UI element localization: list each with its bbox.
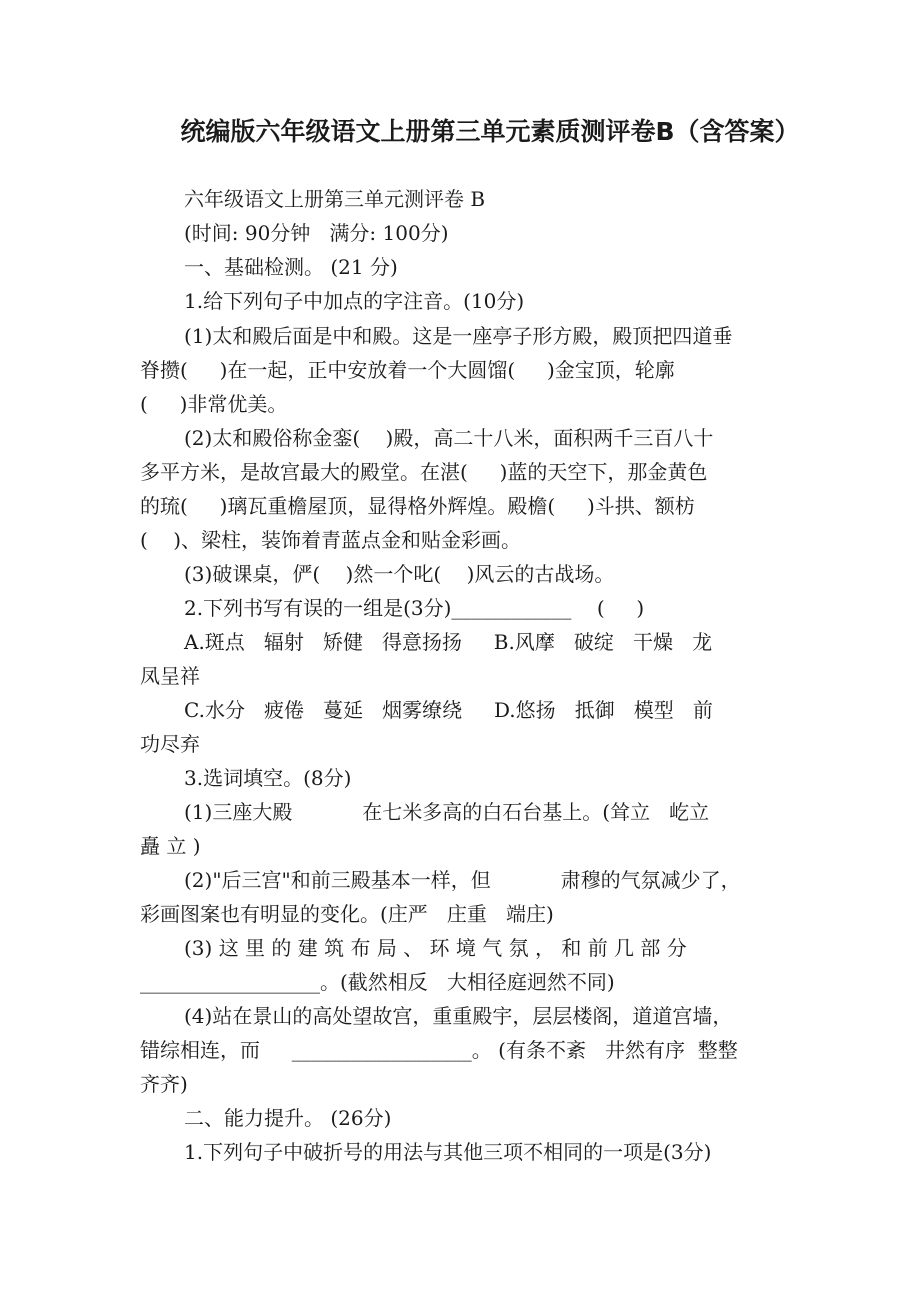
question-text: 1.下列句子中破折号的用法与其他三项不相同的一项是(3分) — [184, 1140, 712, 1164]
question-text: (3) 这 里 的 建 筑 布 局 、 环 境 气 氛 ， 和 前 几 部 分 — [184, 936, 687, 960]
question-text: 脊攒( )在一起，正中安放着一个大圆馏( )金宝顶，轮廓 — [140, 358, 675, 382]
question-text: 2.下列书写有误的一组是(3分)____________ ( ) — [184, 596, 645, 620]
question-text: (4)站在景山的高处望故宫，重重殿宇，层层楼阁，道道宫墙， — [184, 1004, 733, 1028]
question-text: 多平方米，是故宫最大的殿堂。在湛( )蓝的天空下，那金黄色 — [140, 460, 708, 484]
question-text: ( )、梁柱，装饰着青蓝点金和贴金彩画。 — [140, 528, 522, 552]
option-line: 功尽弃 — [140, 732, 200, 756]
question-text: (3)破课桌，俨( )然一个叱( )风云的古战场。 — [184, 562, 615, 586]
section-heading: 一、基础检测。 (21 分) — [184, 255, 398, 279]
question-text: (1)三座大殿 在七米多高的白石台基上。(耸立 屹立 — [184, 800, 710, 824]
question-text: ( )非常优美。 — [140, 392, 288, 416]
question-text: (2)太和殿俗称金銮( )殿，高二十八米，面积两千三百八十 — [184, 426, 714, 450]
question-text: 错综相连，而 __________________。 (有条不紊 井然有序 整整 — [140, 1038, 738, 1062]
option-line: 凤呈祥 — [140, 664, 200, 688]
question-text: 彩画图案也有明显的变化。(庄严 庄重 端庄) — [140, 902, 554, 926]
question-text: (1)太和殿后面是中和殿。这是一座亭子形方殿，殿顶把四道垂 — [184, 324, 733, 348]
question-text: 1.给下列句子中加点的字注音。(10分) — [184, 289, 525, 313]
question-text: 齐齐) — [140, 1072, 188, 1096]
option-line: C.水分 疲倦 蔓延 烟雾缭绕 D.悠扬 抵御 模型 前 — [184, 698, 713, 722]
option-line: A.斑点 辐射 矫健 得意扬扬 B.风摩 破绽 干燥 龙 — [184, 630, 713, 654]
question-text: 矗 立 ) — [140, 834, 201, 858]
page-title: 统编版六年级语文上册第三单元素质测评卷B（含答案） — [180, 117, 800, 146]
question-text: __________________。(截然相反 大相径庭迥然不同) — [140, 970, 615, 994]
exam-time-info: (时间: 90分钟 满分: 100分) — [184, 221, 449, 245]
question-text: 的琉( )璃瓦重檐屋顶，显得格外辉煌。殿檐( )斗拱、额枋 — [140, 494, 695, 518]
question-text: 3.选词填空。(8分) — [184, 766, 352, 790]
question-text: (2)"后三宫"和前三殿基本一样，但 肃穆的气氛减少了， — [184, 868, 741, 892]
section-heading: 二、能力提升。 (26分) — [184, 1106, 392, 1130]
paper-heading: 六年级语文上册第三单元测评卷 B — [184, 187, 486, 211]
